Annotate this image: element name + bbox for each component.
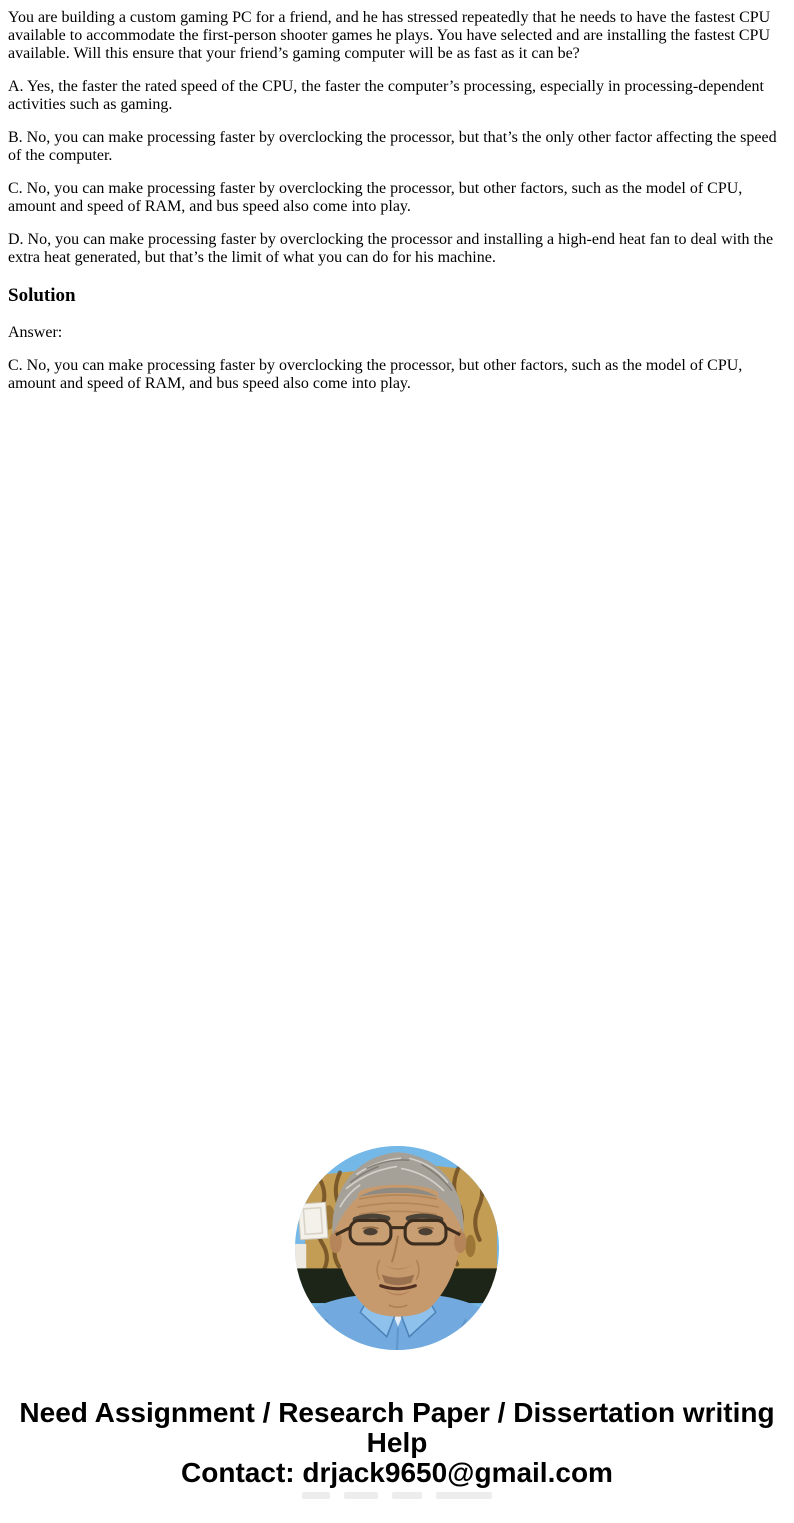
answer-label: Answer:	[8, 324, 63, 341]
tutor-portrait-illustration	[295, 1146, 499, 1350]
question-block	[0, 0, 794, 393]
option-c: C. No, you can make processing faster by overclocking the processor, but other factors, such as the model of CPU, amount and speed of RAM, and bus speed also come into play.	[8, 180, 743, 215]
option-b: B. No, you can make processing faster by overclocking the processor, but that’s the only other factor affecting the speed of the computer.	[8, 129, 777, 164]
promo-help-text: Need Assignment / Research Paper / Dissertation writing Help	[19, 1397, 775, 1458]
portrait-wall-frame	[298, 1202, 328, 1240]
option-d: D. No, you can make processing faster by overclocking the processor and installing a high-end heat fan to deal with the extra heat generated, but that’s the limit of what you can do for his machine.	[8, 231, 774, 266]
option-a: A. Yes, the faster the rated speed of the CPU, the faster the computer’s processing, especially in processing-dependent activities such as gaming.	[8, 78, 764, 113]
promo-contact-text: Contact: drjack9650@gmail.com	[181, 1457, 613, 1488]
tutor-portrait-photo	[295, 1146, 499, 1350]
promo-footer	[0, 1398, 794, 1499]
answer-text: C. No, you can make processing faster by overclocking the processor, but other factors, such as the model of CPU, amount and speed of RAM, and bus speed also come into play.	[8, 357, 743, 392]
question-text: You are building a custom gaming PC for a friend, and he has stressed repeatedly that he needs to have the fastest CPU available to accommodate the first-person shooter games he plays. You have selected and are installing the fastest CPU available. Will this ensure that your friend’s gaming computer will be as fast as it can be?	[8, 9, 771, 62]
page-edge-artifact	[0, 1492, 794, 1499]
solution-heading: Solution	[8, 285, 76, 306]
